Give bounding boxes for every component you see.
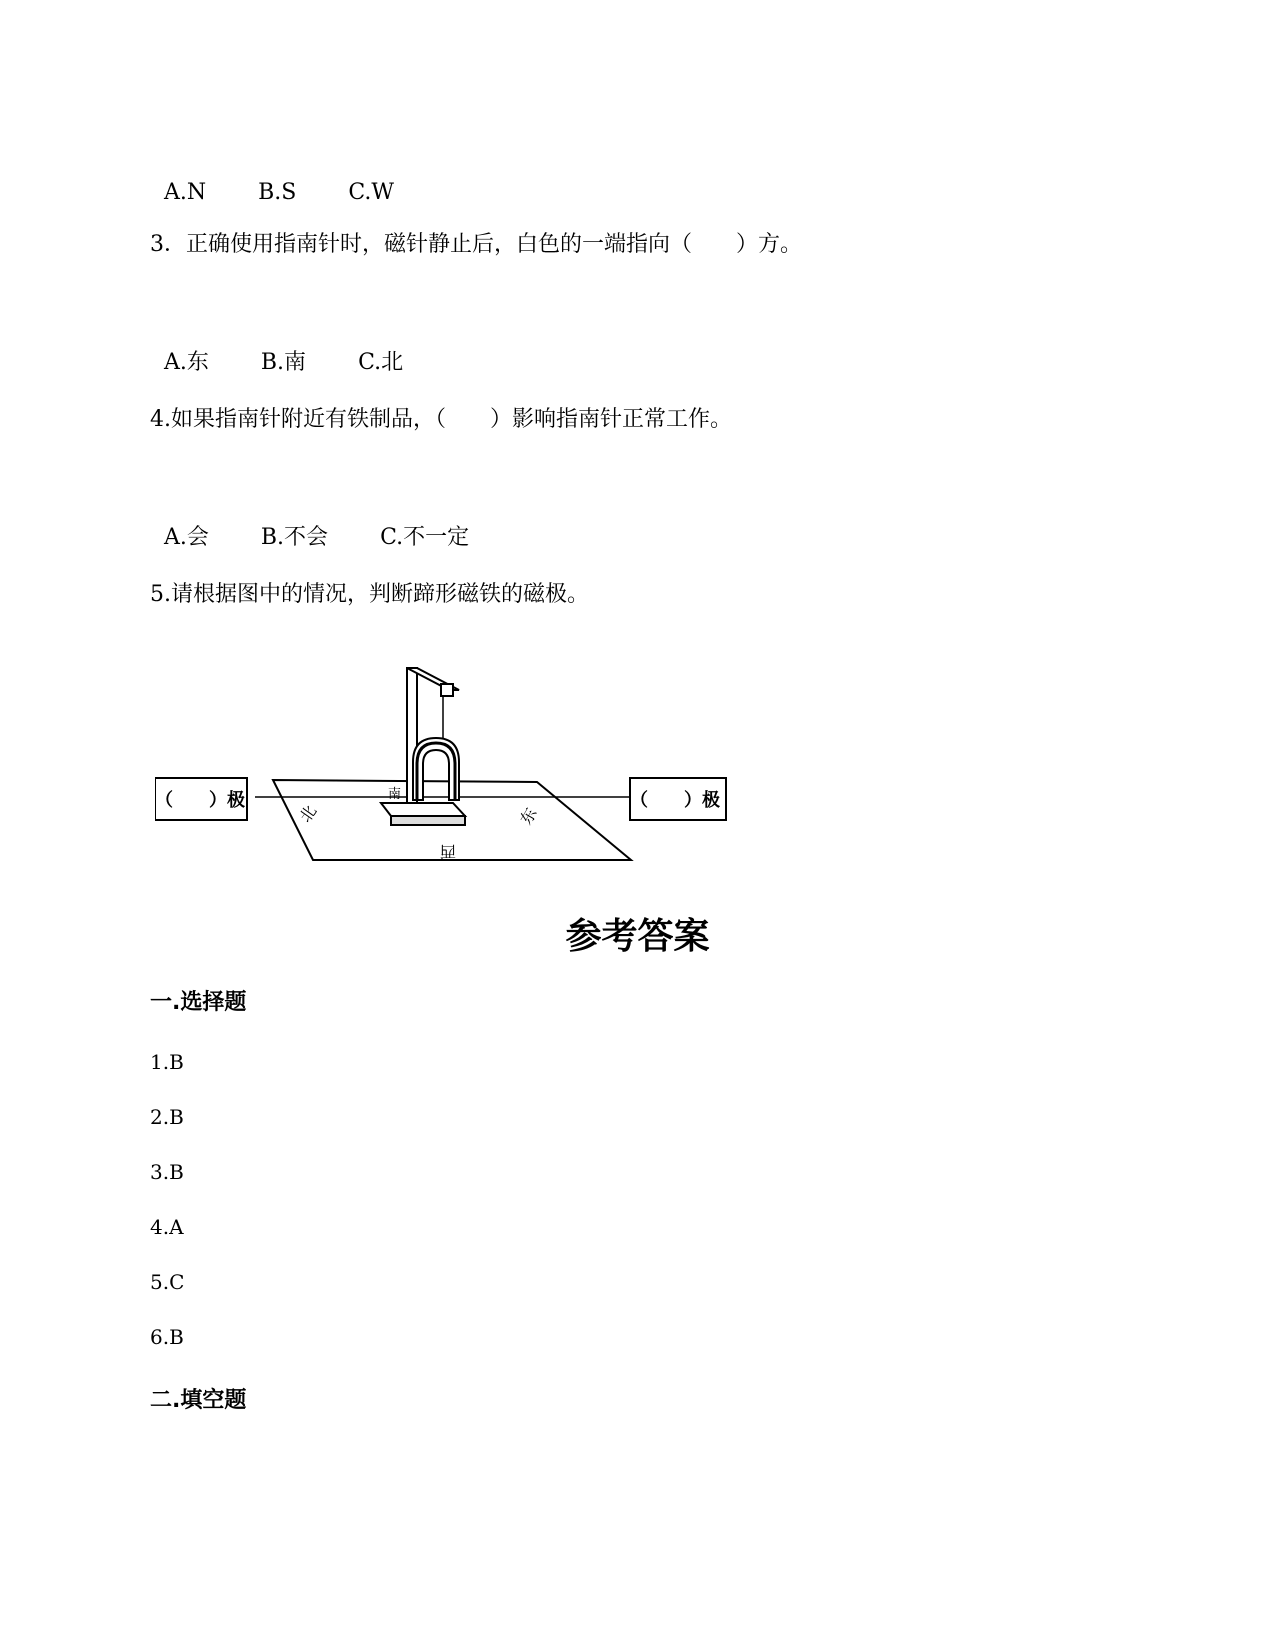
q4-option-a: A.会 (164, 525, 209, 550)
right-pole-label: （ ）极 (630, 790, 720, 811)
section-fill-title: 二.填空题 (150, 1388, 247, 1413)
left-pole-label: （ ）极 (155, 790, 245, 811)
direction-east-label: 东 (516, 804, 541, 828)
q3-question: 3．正确使用指南针时，磁针静止后，白色的一端指向（ ）方。 (150, 232, 802, 257)
q2-option-b: B.S (258, 180, 297, 205)
q3-option-c: C.北 (358, 350, 404, 375)
q5-question: 5.请根据图中的情况，判断蹄形磁铁的磁极。 (150, 582, 589, 607)
q4-options (150, 493, 521, 553)
q2-options (150, 148, 446, 208)
answer-5: 5.C (150, 1270, 185, 1294)
q2-option-a: A.N (164, 180, 207, 205)
answer-2: 2.B (150, 1105, 184, 1129)
direction-north-label: 北 (295, 801, 321, 826)
horseshoe-magnet-figure (155, 660, 765, 890)
answer-title: 参考答案 (565, 916, 710, 957)
q4-option-b: B.不会 (260, 525, 329, 550)
answer-6: 6.B (150, 1325, 184, 1349)
q3-option-b: B.南 (260, 350, 307, 375)
answer-3: 3.B (150, 1160, 184, 1184)
left-pole-label-box (155, 778, 247, 820)
q2-option-c: C.W (348, 180, 395, 205)
right-pole-label-box (630, 778, 726, 820)
direction-south-label: 南 (388, 787, 402, 802)
stand-arm-end (441, 684, 453, 696)
stand-base-side (391, 816, 465, 825)
answer-1: 1.B (150, 1050, 184, 1074)
q3-option-a: A.东 (164, 350, 209, 375)
q4-option-c: C.不一定 (380, 525, 470, 550)
section-choice-title: 一.选择题 (150, 990, 247, 1015)
answer-4: 4.A (150, 1215, 184, 1239)
stand-base-top (381, 803, 465, 816)
direction-west-label: 西 (439, 842, 456, 861)
q3-options (150, 318, 455, 378)
q4-question: 4.如果指南针附近有铁制品，（ ）影响指南针正常工作。 (150, 407, 732, 432)
